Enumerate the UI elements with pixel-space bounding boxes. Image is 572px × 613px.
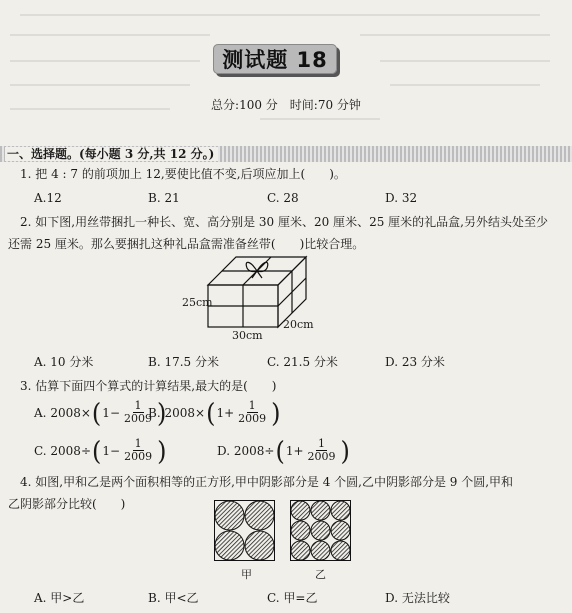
q4-option-d[interactable]: D. 无法比较: [385, 591, 450, 605]
q4-option-a[interactable]: A. 甲>乙: [34, 591, 85, 605]
label-yi: 乙: [315, 568, 326, 581]
q2-option-b[interactable]: B. 17.5 分米: [148, 355, 219, 369]
q3-option-a[interactable]: A. 2008 × ( 1 − $\frac{1}{2009}$ ): [34, 397, 167, 428]
q3-option-c[interactable]: C. 2008 ÷ ( 1 − $\frac{1}{2009}$ ): [34, 435, 167, 466]
question-4-line-2: 乙阴影部分比较( ): [8, 497, 126, 511]
page-title-box: [213, 44, 337, 74]
q2-option-d[interactable]: D. 23 分米: [385, 355, 445, 369]
page-title: 测试题 18: [213, 44, 337, 74]
question-1-text: 1. 把 4 : 7 的前项加上 12,要使比值不变,后项应加上( )。: [20, 167, 346, 181]
question-2-line-1: 2. 如下图,用丝带捆扎一种长、宽、高分别是 30 厘米、20 厘米、25 厘米的礼品盒,另外结头处至少: [20, 215, 548, 229]
section-heading: 一、选择题。(每小题 3 分,共 12 分。): [5, 147, 218, 161]
box-width-label: 20cm: [283, 318, 314, 331]
q3-option-b[interactable]: B. 2008 × ( 1 + $\frac{1}{2009}$ ): [148, 397, 281, 428]
square-yi-figure: [290, 500, 351, 561]
q1-option-b[interactable]: B. 21: [148, 191, 180, 205]
question-2-line-2: 还需 25 厘米。那么要捆扎这种礼品盒需准备丝带( )比较合理。: [8, 237, 365, 251]
fraction: $\frac{1}{2009}$: [124, 437, 153, 463]
q2-option-a[interactable]: A. 10 分米: [34, 355, 94, 369]
box-length-label: 30cm: [232, 329, 263, 342]
label-jia: 甲: [241, 568, 252, 581]
fraction: $\frac{1}{2009}$: [124, 399, 152, 425]
q4-option-b[interactable]: B. 甲<乙: [148, 591, 199, 605]
question-3-text: 3. 估算下面四个算式的计算结果,最大的是( ): [20, 379, 277, 393]
fraction: $\frac{1}{2009}$: [307, 437, 336, 463]
q1-option-c[interactable]: C. 28: [267, 191, 299, 205]
box-height-label: 25cm: [182, 296, 213, 309]
fraction: $\frac{1}{2009}$: [238, 399, 267, 425]
q1-option-d[interactable]: D. 32: [385, 191, 418, 205]
q2-option-c[interactable]: C. 21.5 分米: [267, 355, 338, 369]
question-4-line-1: 4. 如图,甲和乙是两个面积相等的正方形,甲中阴影部分是 4 个圆,乙中阴影部分是 9 个圆,甲和: [20, 475, 514, 489]
q1-option-a[interactable]: A.12: [34, 191, 62, 205]
q3-option-d[interactable]: D. 2008 ÷ ( 1 + $\frac{1}{2009}$ ): [217, 435, 350, 466]
q4-option-c[interactable]: C. 甲=乙: [267, 591, 318, 605]
score-time-info: 总分:100 分 时间:70 分钟: [211, 98, 361, 112]
square-jia-figure: [214, 500, 275, 561]
section-heading-bar: [0, 146, 572, 162]
